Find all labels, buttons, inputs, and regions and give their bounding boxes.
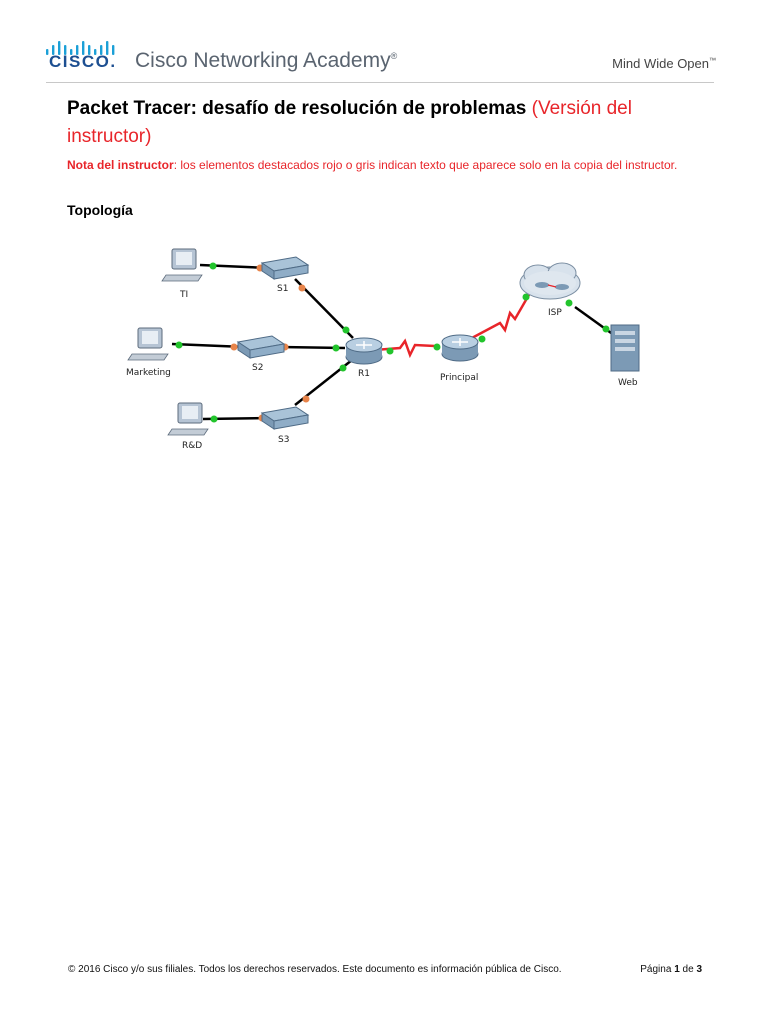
academy-title: Cisco Networking Academy® — [135, 49, 398, 72]
web-server-icon — [611, 325, 639, 371]
page-footer — [68, 964, 702, 975]
isp-cloud-icon — [520, 263, 580, 299]
document-title: Packet Tracer: desafío de resolución de problemas (Versión del instructor) — [67, 98, 632, 147]
pc-rd-icon — [168, 403, 208, 435]
label-s3: S3 — [278, 435, 290, 445]
label-s1: S1 — [277, 284, 289, 294]
label-web: Web — [618, 378, 638, 388]
serial-link-principal-isp — [470, 293, 530, 339]
page-header — [0, 0, 768, 80]
router-r1-icon — [346, 338, 382, 364]
instructor-note: Nota del instructor: los elementos destacados rojo o gris indican texto que aparece solo en la copia del instructor. — [67, 158, 678, 172]
label-r1: R1 — [358, 369, 370, 379]
header-divider — [46, 82, 714, 83]
page-number: Página 1 de 3 — [640, 964, 702, 975]
label-rd: R&D — [182, 441, 203, 451]
pc-marketing-icon — [128, 328, 168, 360]
label-marketing: Marketing — [126, 368, 171, 378]
switch-s1-icon — [262, 257, 308, 279]
switch-s3-icon — [262, 407, 308, 429]
topology-diagram — [110, 235, 670, 465]
title-block — [67, 95, 707, 173]
pc-ti-icon — [162, 249, 202, 281]
serial-link-r1-principal — [375, 341, 435, 355]
label-isp: ISP — [548, 308, 562, 318]
section-heading-topology: Topología — [67, 202, 133, 218]
cisco-wordmark: CISCO. — [49, 52, 117, 71]
instructor-version-label: (Versión del instructor) — [67, 98, 632, 147]
copyright-text: © 2016 Cisco y/o sus filiales. Todos los derechos reservados. Este documento es información pública de Cisco. — [68, 964, 562, 975]
router-principal-icon — [442, 335, 478, 361]
tagline: Mind Wide Open™ — [612, 56, 716, 71]
label-principal: Principal — [440, 373, 479, 383]
switch-s2-icon — [238, 336, 284, 358]
label-ti: TI — [180, 290, 189, 300]
label-s2: S2 — [252, 363, 264, 373]
